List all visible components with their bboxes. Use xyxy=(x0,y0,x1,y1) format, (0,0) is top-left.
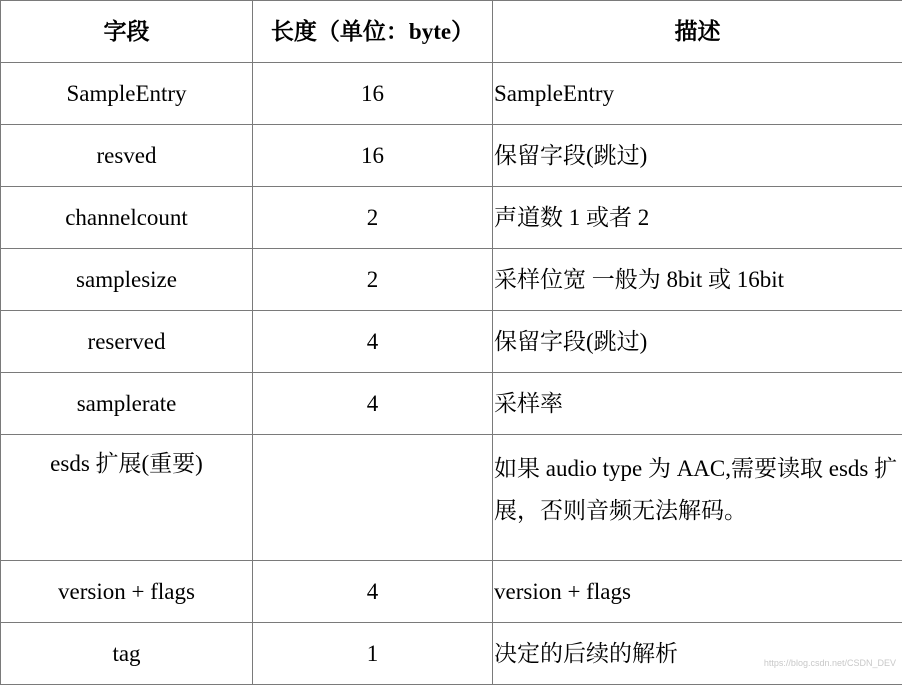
cell-length xyxy=(253,435,493,561)
cell-length: 16 xyxy=(253,63,493,125)
cell-length: 4 xyxy=(253,561,493,623)
cell-length: 2 xyxy=(253,249,493,311)
header-row xyxy=(1,1,902,63)
cell-description: 声道数 1 或者 2 xyxy=(493,187,902,249)
cell-description: SampleEntry xyxy=(493,63,902,125)
table-body xyxy=(1,63,902,685)
table-row xyxy=(1,249,902,311)
table-row xyxy=(1,435,902,561)
table-row xyxy=(1,311,902,373)
header-length: 长度（单位：byte） xyxy=(253,1,493,63)
cell-description: 决定的后续的解析 xyxy=(493,623,902,685)
cell-length: 4 xyxy=(253,373,493,435)
cell-field: esds 扩展(重要) xyxy=(1,435,253,561)
cell-field: reserved xyxy=(1,311,253,373)
cell-field: channelcount xyxy=(1,187,253,249)
cell-length: 2 xyxy=(253,187,493,249)
cell-field: samplerate xyxy=(1,373,253,435)
cell-length: 16 xyxy=(253,125,493,187)
table-row xyxy=(1,187,902,249)
cell-description: 保留字段(跳过) xyxy=(493,125,902,187)
table-row xyxy=(1,125,902,187)
table-row xyxy=(1,373,902,435)
cell-description: 保留字段(跳过) xyxy=(493,311,902,373)
table-header xyxy=(1,1,902,63)
cell-field: resved xyxy=(1,125,253,187)
cell-description: 如果 audio type 为 AAC,需要读取 esds 扩展，否则音频无法解码。 xyxy=(493,435,902,561)
cell-field: SampleEntry xyxy=(1,63,253,125)
table-row xyxy=(1,63,902,125)
watermark: https://blog.csdn.net/CSDN_DEV xyxy=(764,658,896,668)
header-field: 字段 xyxy=(1,1,253,63)
cell-description: 采样位宽 一般为 8bit 或 16bit xyxy=(493,249,902,311)
header-description: 描述 xyxy=(493,1,902,63)
cell-description: 采样率 xyxy=(493,373,902,435)
cell-length: 1 xyxy=(253,623,493,685)
cell-length: 4 xyxy=(253,311,493,373)
table-row xyxy=(1,561,902,623)
cell-description: version + flags xyxy=(493,561,902,623)
cell-field: samplesize xyxy=(1,249,253,311)
table-row xyxy=(1,623,902,685)
cell-field: version + flags xyxy=(1,561,253,623)
cell-field: tag xyxy=(1,623,253,685)
